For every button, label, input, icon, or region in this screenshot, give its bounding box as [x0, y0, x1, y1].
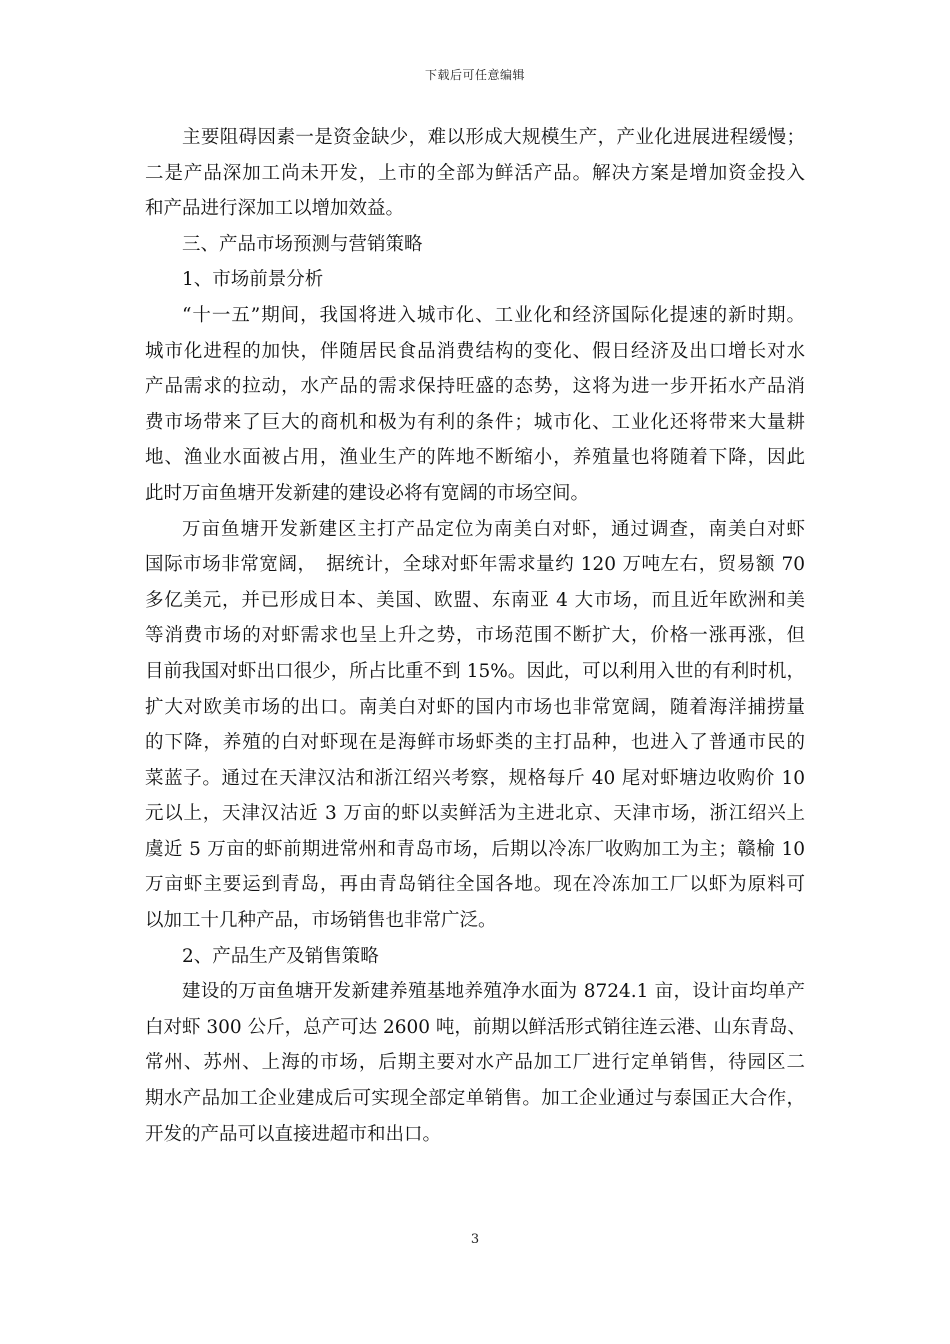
paragraph-line: 万亩鱼塘开发新建区主打产品定位为南美白对虾，通过调查，南美白对虾	[182, 518, 805, 540]
paragraph-line: 常州、苏州、上海的市场，后期主要对水产品加工厂进行定单销售，待园区二	[145, 1052, 805, 1074]
paragraph-production-sales	[145, 974, 805, 1152]
paragraph-line: 元以上，天津汉沽近 3 万亩的虾以卖鲜活为主进北京、天津市场，浙江绍兴上	[145, 803, 805, 825]
document-body	[145, 120, 805, 1152]
paragraph-line: 此时万亩鱼塘开发新建的建设必将有宽阔的市场空间。	[145, 482, 590, 504]
paragraph-line: 和产品进行深加工以增加效益。	[145, 198, 405, 220]
paragraph-shrimp-market	[145, 512, 805, 939]
paragraph-obstacles	[145, 120, 805, 227]
paragraph-line: 万亩虾主要运到青岛，再由青岛销往全国各地。现在冷冻加工厂以虾为原料可	[145, 874, 805, 896]
paragraph-line: 的下降，养殖的白对虾现在是海鲜市场虾类的主打品种，也进入了普通市民的	[145, 732, 805, 754]
paragraph-outlook	[145, 298, 805, 512]
paragraph-line: 菜蓝子。通过在天津汉沽和浙江绍兴考察，规格每斤 40 尾对虾塘边收购价 10	[145, 767, 805, 789]
paragraph-line: “十一五”期间，我国将进入城市化、工业化和经济国际化提速的新时期。	[182, 304, 805, 326]
paragraph-line: 多亿美元，并已形成日本、美国、欧盟、东南亚 4 大市场，而且近年欧洲和美	[145, 589, 805, 611]
paragraph-line: 地、渔业水面被占用，渔业生产的阵地不断缩小，养殖量也将随着下降，因此	[145, 447, 805, 469]
paragraph-line: 费市场带来了巨大的商机和极为有利的条件；城市化、工业化还将带来大量耕	[145, 411, 805, 433]
paragraph-line: 白对虾 300 公斤，总产可达 2600 吨，前期以鲜活形式销往连云港、山东青岛、	[145, 1016, 806, 1038]
paragraph-line: 城市化进程的加快，伴随居民食品消费结构的变化、假日经济及出口增长对水	[145, 340, 805, 362]
paragraph-line: 目前我国对虾出口很少，所占比重不到 15%。因此，可以利用入世的有利时机，	[145, 660, 805, 682]
paragraph-line: 以加工十几种产品，市场销售也非常广泛。	[145, 910, 497, 932]
page-header: 下载后可任意编辑	[424, 68, 525, 82]
paragraph-line: 开发的产品可以直接进超市和出口。	[145, 1123, 442, 1145]
section-heading-market: 三、产品市场预测与营销策略	[182, 233, 423, 255]
paragraph-line: 国际市场非常宽阔， 据统计，全球对虾年需求量约 120 万吨左右，贸易额 70	[145, 554, 805, 576]
subsection-heading-outlook: 1、市场前景分析	[182, 269, 324, 291]
paragraph-line: 期水产品加工企业建成后可实现全部定单销售。加工企业通过与泰国正大合作，	[145, 1088, 805, 1110]
paragraph-line: 主要阻碍因素一是资金缺少，难以形成大规模生产，产业化进展进程缓慢；	[182, 127, 805, 148]
paragraph-line: 等消费市场的对虾需求也呈上升之势，市场范围不断扩大，价格一涨再涨，但	[145, 625, 805, 647]
paragraph-line: 扩大对欧美市场的出口。南美白对虾的国内市场也非常宽阔，随着海洋捕捞量	[145, 696, 805, 718]
paragraph-line: 虞近 5 万亩的虾前期进常州和青岛市场，后期以冷冻厂收购加工为主；赣榆 10	[145, 838, 805, 860]
page-number: 3	[470, 1232, 480, 1247]
paragraph-line: 二是产品深加工尚未开发，上市的全部为鲜活产品。解决方案是增加资金投入	[145, 162, 805, 184]
subsection-heading-sales: 2、产品生产及销售策略	[182, 945, 379, 967]
paragraph-line: 产品需求的拉动，水产品的需求保持旺盛的态势，这将为进一步开拓水产品消	[145, 376, 805, 398]
paragraph-line: 建设的万亩鱼塘开发新建养殖基地养殖净水面为 8724.1 亩，设计亩均单产	[182, 981, 805, 1003]
